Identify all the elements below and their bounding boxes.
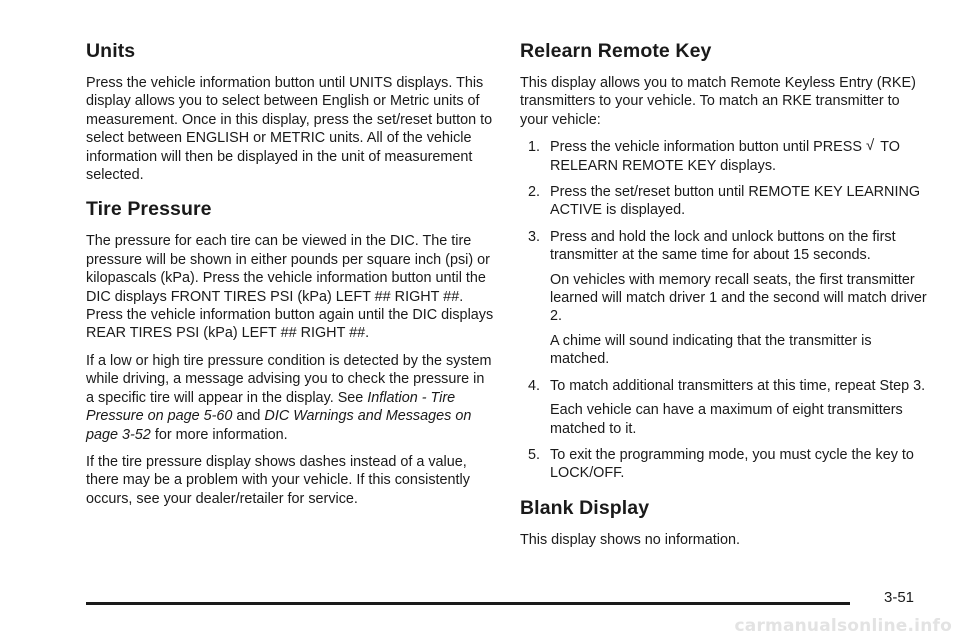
step-text: To exit the programming mode, you must cycle the key to LOCK/OFF. (550, 446, 914, 482)
step-number: 1. (528, 139, 541, 156)
dic-warnings-reference: DIC Warnings and Messages on page 3-52 (86, 408, 472, 443)
relearn-steps-list (520, 138, 930, 483)
list-item (528, 138, 930, 175)
step-note: Each vehicle can have a maximum of eight transmitters matched to it. (550, 402, 903, 437)
step-note: A chime will sound indicating that the transmitter is matched. (550, 332, 872, 368)
left-column (86, 40, 496, 517)
units-heading: Units (86, 40, 136, 62)
tire-pressure-p2-and: and (236, 408, 261, 425)
right-column (520, 40, 930, 558)
tire-pressure-paragraph-1: The pressure for each tire can be viewed in the DIC. The tire pressure will be shown in either pounds per square inch (psi) or kilopascals (kPa). Press the vehicle information button until the DIC displays FRONT TIRES PSI (kPa) LEFT ## RIGHT ##. Press the vehicle information button again until the DIC displays REAR TIRES PSI (kPa) LEFT ## RIGHT ##. (86, 233, 494, 342)
step-text: To match additional transmitters at this time, repeat Step 3. (550, 377, 926, 394)
tire-pressure-paragraph-2 (86, 352, 496, 444)
step-text: Press the set/reset button until REMOTE KEY LEARNING ACTIVE is displayed. (550, 184, 921, 219)
relearn-remote-key-heading: Relearn Remote Key (520, 40, 712, 62)
blank-display-heading: Blank Display (520, 496, 650, 519)
relearn-intro: This display allows you to match Remote Keyless Entry (RKE) transmitters to your vehicle. To match an RKE transmitter to your vehicle: (520, 75, 916, 128)
page-number: 3-51 (884, 589, 915, 606)
step-text: Press the vehicle information button until PRESS (550, 139, 862, 156)
step-note: On vehicles with memory recall seats, the first transmitter learned will match driver 1 and the second will match driver 2. (550, 271, 927, 325)
step-number: 3. (528, 228, 541, 245)
inflation-reference: Inflation - Tire Pressure on page 5-60 (86, 389, 456, 425)
tire-pressure-paragraph-3: If the tire pressure display shows dashes instead of a value, there may be a problem with your vehicle. If this consistently occurs, see your dealer/retailer for service. (86, 453, 470, 507)
tire-pressure-p2-text: If a low or high tire pressure condition is detected by the system while driving, a message advising you to check the pressure in a specific tire will appear in the display. See (86, 352, 492, 406)
list-item (528, 446, 930, 483)
list-item (528, 228, 930, 369)
step-number: 4. (528, 377, 541, 394)
blank-display-body: This display shows no information. (520, 531, 740, 548)
step-number: 5. (528, 446, 541, 463)
footer-rule (86, 602, 850, 605)
tire-pressure-heading: Tire Pressure (86, 198, 212, 221)
step-number: 2. (528, 184, 541, 201)
checkmark-icon: √ (865, 137, 875, 155)
step-text-tail: TO RELEARN REMOTE KEY displays. (550, 139, 900, 174)
step-text: Press and hold the lock and unlock buttons on the first transmitter at the same time for about 15 seconds. (550, 228, 896, 264)
units-body: Press the vehicle information button until UNITS displays. This display allows you to select between English or Metric units of measurement. Once in this display, press the set/reset button to select between ENGLISH or METRIC units. All of the vehicle information will then be displayed in the unit of measurement selected. (86, 75, 493, 184)
watermark: carmanualsonline.info (734, 616, 952, 636)
tire-pressure-p2-tail: for more information. (154, 426, 288, 443)
list-item (528, 377, 930, 438)
list-item (528, 183, 930, 220)
